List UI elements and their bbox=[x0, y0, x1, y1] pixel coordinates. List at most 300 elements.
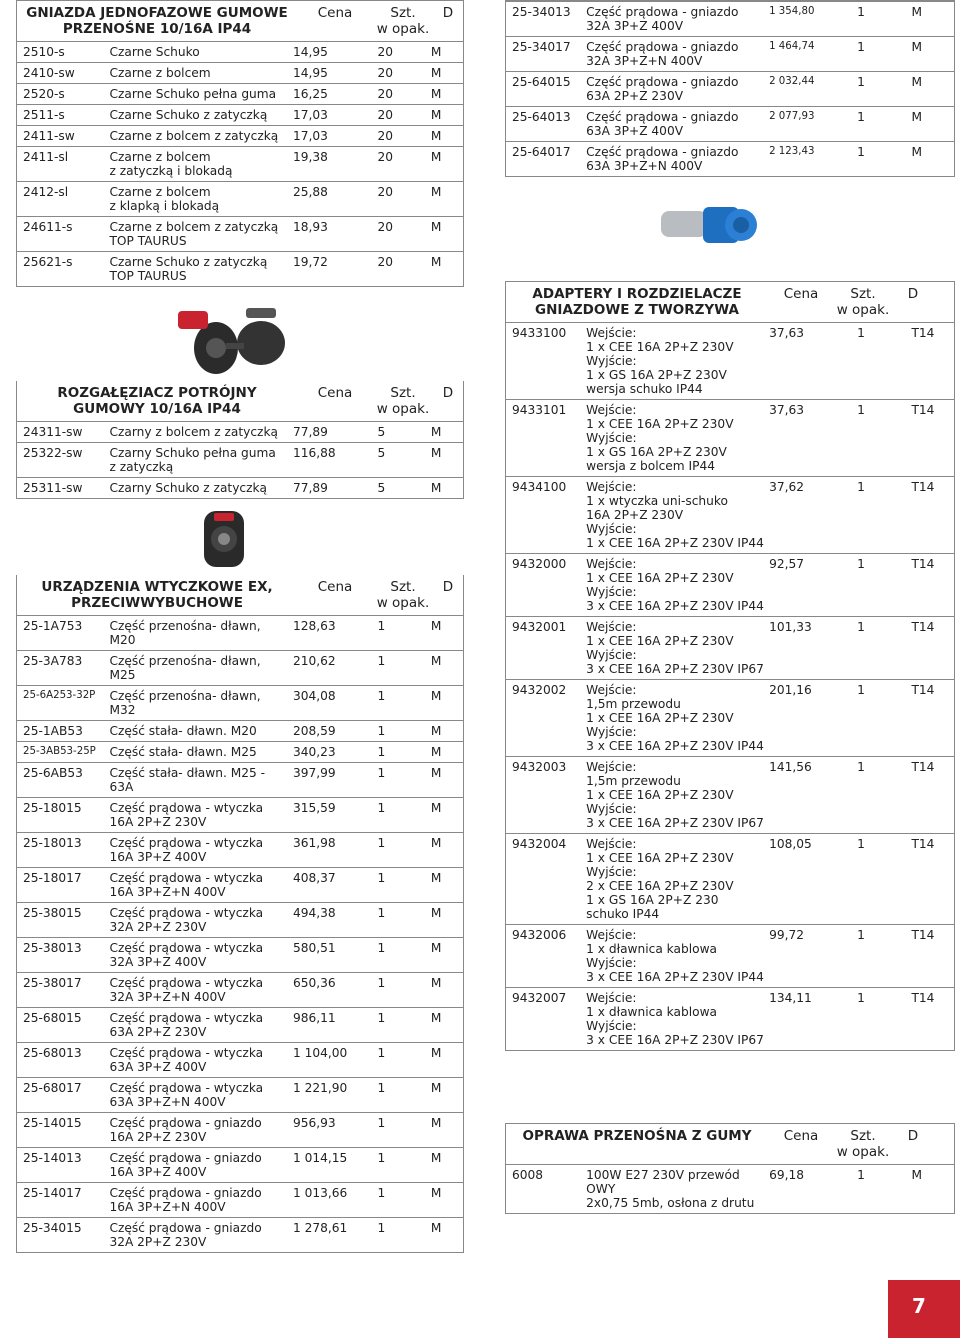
product-availability: M bbox=[430, 619, 442, 633]
product-qty: 5 bbox=[377, 446, 386, 460]
product-price: 25,88 bbox=[292, 185, 328, 199]
product-code: 9432007 bbox=[512, 991, 567, 1005]
product-description: Czarne z bolcem bbox=[109, 66, 211, 80]
table-row bbox=[17, 1042, 463, 1077]
product-description: Część prądowa - wtyczka 32A 2P+Z 230V bbox=[109, 906, 264, 934]
product-price: 1 464,74 bbox=[769, 41, 815, 52]
table-gniazdo-cont bbox=[505, 0, 955, 177]
product-code: 24611-s bbox=[23, 220, 73, 234]
product-availability: T14 bbox=[911, 480, 935, 494]
table-row bbox=[17, 1007, 463, 1042]
product-availability: M bbox=[430, 941, 442, 955]
product-description: Część stała- dławn. M25 bbox=[109, 745, 257, 759]
header-price: Cena bbox=[783, 1128, 819, 1144]
table-row bbox=[17, 650, 463, 685]
product-price: 92,57 bbox=[769, 557, 804, 571]
product-availability: M bbox=[430, 836, 442, 850]
product-qty: 1 bbox=[857, 760, 865, 774]
product-qty: 1 bbox=[377, 724, 386, 738]
product-code: 2510-s bbox=[23, 45, 65, 59]
table-row bbox=[506, 553, 954, 616]
product-code: 24311-sw bbox=[23, 425, 83, 439]
product-availability: T14 bbox=[911, 403, 935, 417]
product-availability: M bbox=[430, 87, 442, 101]
table-body bbox=[17, 41, 463, 286]
product-availability: T14 bbox=[911, 760, 935, 774]
product-price: 37,62 bbox=[769, 480, 804, 494]
right-column bbox=[505, 0, 955, 1214]
product-description: Czarne z bolcem z zatyczką TOP TAURUS bbox=[109, 220, 279, 248]
product-qty: 1 bbox=[857, 403, 865, 417]
header-price: Cena bbox=[317, 5, 353, 21]
product-availability: M bbox=[430, 1046, 442, 1060]
product-description: Część prądowa - gniazdo 63A 2P+Z 230V bbox=[586, 75, 739, 103]
product-availability: M bbox=[430, 871, 442, 885]
product-qty: 1 bbox=[377, 941, 386, 955]
table-header bbox=[17, 1, 463, 41]
product-image-area bbox=[16, 499, 464, 575]
product-price: 1 014,15 bbox=[292, 1151, 348, 1165]
table-adaptery bbox=[505, 281, 955, 1051]
section-title: OPRAWA PRZENOŚNA Z GUMY bbox=[522, 1128, 752, 1144]
product-code: 25-6AB53 bbox=[23, 766, 83, 780]
product-qty: 20 bbox=[377, 45, 393, 59]
table-header bbox=[17, 575, 463, 615]
product-availability: T14 bbox=[911, 683, 935, 697]
product-qty: 20 bbox=[377, 66, 393, 80]
table-row bbox=[506, 833, 954, 924]
table-row bbox=[17, 1182, 463, 1217]
header-d: D bbox=[442, 5, 454, 21]
table-row bbox=[17, 797, 463, 832]
product-price: 201,16 bbox=[769, 683, 812, 697]
product-qty: 1 bbox=[857, 40, 865, 54]
product-price: 17,03 bbox=[292, 108, 328, 122]
product-availability: M bbox=[430, 481, 442, 495]
product-availability: M bbox=[430, 1116, 442, 1130]
product-description: 100W E27 230V przewód OWY 2x0,75 5mb, osłona z drutu bbox=[586, 1168, 755, 1210]
product-availability: M bbox=[911, 110, 922, 124]
header-price: Cena bbox=[317, 385, 353, 401]
header-d: D bbox=[907, 286, 919, 302]
product-description: Czarne Schuko z zatyczką bbox=[109, 108, 268, 122]
product-price: 128,63 bbox=[292, 619, 336, 633]
table-row bbox=[17, 741, 463, 762]
product-code: 25-1AB53 bbox=[23, 724, 83, 738]
socket-image bbox=[166, 303, 316, 383]
product-description: Część prądowa - gniazdo 16A 2P+Z 230V bbox=[109, 1116, 262, 1144]
product-description: Część przenośna- dławn, M32 bbox=[109, 689, 261, 717]
table-gniazda bbox=[16, 0, 464, 287]
product-code: 25-68017 bbox=[23, 1081, 82, 1095]
product-code: 9432006 bbox=[512, 928, 567, 942]
product-description: Część prądowa - wtyczka 16A 3P+Z+N 400V bbox=[109, 871, 264, 899]
table-row bbox=[17, 720, 463, 741]
table-row bbox=[17, 762, 463, 797]
product-price: 99,72 bbox=[769, 928, 804, 942]
product-qty: 1 bbox=[857, 991, 865, 1005]
product-availability: M bbox=[430, 766, 442, 780]
product-availability: M bbox=[911, 40, 922, 54]
product-price: 2 032,44 bbox=[769, 76, 815, 87]
table-header bbox=[506, 282, 954, 322]
table-row bbox=[17, 62, 463, 83]
product-description: Czarne z bolcem z zatyczką bbox=[109, 129, 279, 143]
table-body bbox=[17, 615, 463, 1252]
product-code: 25-34015 bbox=[23, 1221, 82, 1235]
product-price: 141,56 bbox=[769, 760, 812, 774]
product-qty: 1 bbox=[377, 1081, 386, 1095]
product-availability: M bbox=[430, 45, 442, 59]
table-row bbox=[17, 421, 463, 442]
left-column bbox=[16, 0, 464, 1253]
product-description: Część prądowa - wtyczka 16A 3P+Z 400V bbox=[109, 836, 264, 864]
product-description: Część stała- dławn. M20 bbox=[109, 724, 257, 738]
product-qty: 1 bbox=[377, 976, 386, 990]
table-row bbox=[506, 756, 954, 833]
product-price: 304,08 bbox=[292, 689, 336, 703]
product-code: 25-38015 bbox=[23, 906, 82, 920]
product-price: 2 077,93 bbox=[769, 111, 815, 122]
table-row bbox=[17, 1217, 463, 1252]
product-availability: T14 bbox=[911, 620, 935, 634]
product-description: Wejście: 1 x CEE 16A 2P+Z 230V Wyjście: 3 x CEE 16A 2P+Z 230V IP44 bbox=[586, 557, 764, 613]
product-code: 9433100 bbox=[512, 326, 567, 340]
table-row bbox=[17, 251, 463, 286]
table-row bbox=[17, 125, 463, 146]
product-qty: 1 bbox=[857, 557, 865, 571]
product-price: 18,93 bbox=[292, 220, 328, 234]
product-description: Część prądowa - wtyczka 63A 3P+Z+N 400V bbox=[109, 1081, 264, 1109]
table-row bbox=[17, 1112, 463, 1147]
section-title: URZĄDZENIA WTYCZKOWE EX, PRZECIWWYBUCHOWE bbox=[41, 579, 273, 611]
cee-plug-image bbox=[655, 191, 765, 261]
product-code: 25-18015 bbox=[23, 801, 82, 815]
product-price: 77,89 bbox=[292, 425, 328, 439]
product-description: Część przenośna- dławn, M20 bbox=[109, 619, 261, 647]
table-rozgaleziacz bbox=[16, 381, 464, 499]
product-description: Wejście: 1,5m przewodu 1 x CEE 16A 2P+Z 230V Wyjście: 3 x CEE 16A 2P+Z 230V IP44 bbox=[586, 683, 764, 753]
product-qty: 1 bbox=[857, 145, 865, 159]
table-row bbox=[17, 1077, 463, 1112]
product-price: 1 354,80 bbox=[769, 6, 815, 17]
product-qty: 1 bbox=[857, 1168, 865, 1182]
product-price: 37,63 bbox=[769, 403, 804, 417]
product-availability: M bbox=[430, 255, 442, 269]
product-description: Czarne z bolcem z klapką i blokadą bbox=[109, 185, 220, 213]
product-availability: M bbox=[430, 129, 442, 143]
product-price: 108,05 bbox=[769, 837, 812, 851]
table-row bbox=[17, 104, 463, 125]
product-price: 101,33 bbox=[769, 620, 812, 634]
product-description: Czarny Schuko pełna guma z zatyczką bbox=[109, 446, 276, 474]
product-price: 17,03 bbox=[292, 129, 328, 143]
product-price: 397,99 bbox=[292, 766, 336, 780]
product-availability: M bbox=[430, 1011, 442, 1025]
table-header bbox=[506, 1124, 954, 1164]
table-row bbox=[17, 832, 463, 867]
product-code: 25-64015 bbox=[512, 75, 571, 89]
product-code: 25-18013 bbox=[23, 836, 82, 850]
product-availability: M bbox=[430, 150, 442, 164]
product-price: 16,25 bbox=[292, 87, 328, 101]
product-availability: M bbox=[911, 145, 922, 159]
product-qty: 1 bbox=[857, 928, 865, 942]
product-qty: 1 bbox=[377, 801, 386, 815]
product-code: 9432001 bbox=[512, 620, 567, 634]
product-qty: 20 bbox=[377, 87, 393, 101]
product-image-area bbox=[16, 287, 464, 381]
header-price: Cena bbox=[783, 286, 819, 302]
header-qty: Szt. w opak. bbox=[376, 385, 430, 417]
product-qty: 20 bbox=[377, 129, 393, 143]
product-availability: M bbox=[430, 724, 442, 738]
product-code: 2410-sw bbox=[23, 66, 75, 80]
product-price: 315,59 bbox=[292, 801, 336, 815]
product-price: 37,63 bbox=[769, 326, 804, 340]
product-availability: M bbox=[430, 801, 442, 815]
product-availability: M bbox=[911, 75, 922, 89]
table-row bbox=[17, 1147, 463, 1182]
header-price: Cena bbox=[317, 579, 353, 595]
table-row bbox=[506, 476, 954, 553]
product-price: 1 013,66 bbox=[292, 1186, 348, 1200]
product-availability: T14 bbox=[911, 928, 935, 942]
product-availability: M bbox=[430, 446, 442, 460]
product-price: 14,95 bbox=[292, 45, 328, 59]
product-code: 9432002 bbox=[512, 683, 567, 697]
product-code: 25-34017 bbox=[512, 40, 571, 54]
product-price: 69,18 bbox=[769, 1168, 804, 1182]
table-urzadzenia bbox=[16, 575, 464, 1253]
product-qty: 1 bbox=[377, 1151, 386, 1165]
product-description: Wejście: 1 x CEE 16A 2P+Z 230V Wyjście: 1 x GS 16A 2P+Z 230V wersja schuko IP44 bbox=[586, 326, 734, 396]
product-code: 25-6A253-32P bbox=[23, 690, 96, 701]
product-price: 1 278,61 bbox=[292, 1221, 348, 1235]
product-availability: M bbox=[430, 1221, 442, 1235]
product-description: Część prądowa - wtyczka 63A 3P+Z 400V bbox=[109, 1046, 264, 1074]
product-availability: M bbox=[430, 185, 442, 199]
product-qty: 1 bbox=[857, 326, 865, 340]
product-qty: 1 bbox=[857, 75, 865, 89]
product-code: 25-18017 bbox=[23, 871, 82, 885]
product-availability: M bbox=[430, 425, 442, 439]
table-row bbox=[17, 685, 463, 720]
header-d: D bbox=[442, 385, 454, 401]
product-availability: M bbox=[911, 1168, 922, 1182]
page-number-box bbox=[888, 1280, 960, 1338]
product-qty: 1 bbox=[377, 1011, 386, 1025]
product-qty: 1 bbox=[857, 110, 865, 124]
table-row bbox=[17, 937, 463, 972]
product-code: 9432004 bbox=[512, 837, 567, 851]
product-code: 25-68013 bbox=[23, 1046, 82, 1060]
product-description: Czarne Schuko bbox=[109, 45, 200, 59]
section-title: ROZGAŁĘZIACZ POTRÓJNY GUMOWY 10/16A IP44 bbox=[57, 385, 257, 417]
product-qty: 1 bbox=[857, 5, 865, 19]
product-availability: T14 bbox=[911, 326, 935, 340]
table-row bbox=[506, 399, 954, 476]
product-code: 2511-s bbox=[23, 108, 65, 122]
product-price: 19,72 bbox=[292, 255, 328, 269]
product-qty: 1 bbox=[377, 1046, 386, 1060]
product-availability: M bbox=[911, 5, 922, 19]
product-qty: 1 bbox=[377, 745, 386, 759]
table-oprawa bbox=[505, 1123, 955, 1214]
product-qty: 1 bbox=[377, 871, 386, 885]
product-code: 25-1A753 bbox=[23, 619, 83, 633]
product-description: Wejście: 1 x dławnica kablowa Wyjście: 3 x CEE 16A 2P+Z 230V IP67 bbox=[586, 991, 764, 1047]
product-qty: 1 bbox=[377, 654, 386, 668]
product-image-area bbox=[505, 177, 955, 281]
table-body bbox=[506, 1, 954, 176]
product-code: 25-14015 bbox=[23, 1116, 82, 1130]
product-code: 25322-sw bbox=[23, 446, 83, 460]
product-availability: M bbox=[430, 976, 442, 990]
table-row bbox=[17, 902, 463, 937]
product-description: Wejście: 1 x wtyczka uni-schuko 16A 2P+Z 230V Wyjście: 1 x CEE 16A 2P+Z 230V IP44 bbox=[586, 480, 764, 550]
table-row bbox=[506, 322, 954, 399]
product-qty: 1 bbox=[377, 689, 386, 703]
product-code: 25621-s bbox=[23, 255, 73, 269]
table-row bbox=[17, 867, 463, 902]
product-qty: 1 bbox=[377, 1116, 386, 1130]
product-description: Część prądowa - wtyczka 32A 3P+Z+N 400V bbox=[109, 976, 264, 1004]
product-qty: 1 bbox=[857, 683, 865, 697]
table-row bbox=[17, 442, 463, 477]
product-availability: M bbox=[430, 745, 442, 759]
product-qty: 1 bbox=[377, 836, 386, 850]
product-description: Część przenośna- dławn, M25 bbox=[109, 654, 261, 682]
product-description: Część prądowa - wtyczka 63A 2P+Z 230V bbox=[109, 1011, 264, 1039]
product-code: 9432003 bbox=[512, 760, 567, 774]
table-row bbox=[506, 987, 954, 1050]
product-description: Czarne Schuko pełna guma bbox=[109, 87, 277, 101]
product-availability: M bbox=[430, 108, 442, 122]
product-qty: 20 bbox=[377, 108, 393, 122]
product-price: 116,88 bbox=[292, 446, 336, 460]
product-description: Część prądowa - gniazdo 32A 3P+Z+N 400V bbox=[586, 40, 739, 68]
table-header bbox=[17, 381, 463, 421]
product-code: 25-38017 bbox=[23, 976, 82, 990]
table-row bbox=[17, 477, 463, 498]
table-row bbox=[17, 972, 463, 1007]
triple-socket-image bbox=[196, 507, 256, 573]
product-description: Wejście: 1 x CEE 16A 2P+Z 230V Wyjście: 1 x GS 16A 2P+Z 230V wersja z bolcem IP44 bbox=[586, 403, 734, 473]
product-price: 2 123,43 bbox=[769, 146, 815, 157]
table-row bbox=[17, 615, 463, 650]
product-code: 2411-sw bbox=[23, 129, 75, 143]
product-price: 956,93 bbox=[292, 1116, 336, 1130]
table-row bbox=[17, 41, 463, 62]
product-price: 580,51 bbox=[292, 941, 336, 955]
product-price: 210,62 bbox=[292, 654, 336, 668]
product-price: 986,11 bbox=[292, 1011, 336, 1025]
product-qty: 5 bbox=[377, 481, 386, 495]
product-qty: 1 bbox=[857, 837, 865, 851]
product-description: Część stała- dławn. M25 - 63A bbox=[109, 766, 265, 794]
product-price: 494,38 bbox=[292, 906, 336, 920]
product-description: Część prądowa - wtyczka 16A 2P+Z 230V bbox=[109, 801, 264, 829]
table-row bbox=[506, 679, 954, 756]
product-description: Wejście: 1 x CEE 16A 2P+Z 230V Wyjście: 3 x CEE 16A 2P+Z 230V IP67 bbox=[586, 620, 764, 676]
product-description: Czarne z bolcem z zatyczką i blokadą bbox=[109, 150, 233, 178]
product-description: Część prądowa - gniazdo 32A 2P+Z 230V bbox=[109, 1221, 262, 1249]
product-code: 9434100 bbox=[512, 480, 567, 494]
product-availability: M bbox=[430, 689, 442, 703]
table-row bbox=[506, 36, 954, 71]
product-code: 25-14013 bbox=[23, 1151, 82, 1165]
table-body bbox=[506, 1164, 954, 1213]
product-price: 340,23 bbox=[292, 745, 336, 759]
product-price: 208,59 bbox=[292, 724, 336, 738]
product-availability: T14 bbox=[911, 991, 935, 1005]
product-price: 19,38 bbox=[292, 150, 328, 164]
product-code: 2411-sl bbox=[23, 150, 69, 164]
product-code: 25311-sw bbox=[23, 481, 83, 495]
product-code: 9432000 bbox=[512, 557, 567, 571]
header-qty: Szt. w opak. bbox=[836, 1128, 890, 1160]
header-qty: Szt. w opak. bbox=[376, 579, 430, 611]
section-title: ADAPTERY I ROZDZIELACZE GNIAZDOWE Z TWORZYWA bbox=[532, 286, 742, 318]
table-row bbox=[17, 216, 463, 251]
table-row bbox=[506, 71, 954, 106]
header-qty: Szt. w opak. bbox=[836, 286, 890, 318]
header-d: D bbox=[907, 1128, 919, 1144]
product-description: Wejście: 1 x dławnica kablowa Wyjście: 3 x CEE 16A 2P+Z 230V IP44 bbox=[586, 928, 764, 984]
product-qty: 1 bbox=[377, 1186, 386, 1200]
header-qty: Szt. w opak. bbox=[376, 5, 430, 37]
product-code: 25-38013 bbox=[23, 941, 82, 955]
product-description: Czarny Schuko z zatyczką bbox=[109, 481, 268, 495]
product-qty: 1 bbox=[377, 1221, 386, 1235]
product-description: Część prądowa - gniazdo 63A 3P+Z 400V bbox=[586, 110, 739, 138]
product-price: 408,37 bbox=[292, 871, 336, 885]
product-description: Część prądowa - gniazdo 63A 3P+Z+N 400V bbox=[586, 145, 739, 173]
product-description: Wejście: 1,5m przewodu 1 x CEE 16A 2P+Z 230V Wyjście: 3 x CEE 16A 2P+Z 230V IP67 bbox=[586, 760, 764, 830]
product-code: 25-68015 bbox=[23, 1011, 82, 1025]
product-qty: 1 bbox=[857, 480, 865, 494]
page-number: 7 bbox=[912, 1294, 926, 1318]
product-description: Wejście: 1 x CEE 16A 2P+Z 230V Wyjście: 2 x CEE 16A 2P+Z 230V 1 x GS 16A 2P+Z 230 schuko IP44 bbox=[586, 837, 734, 921]
product-price: 134,11 bbox=[769, 991, 812, 1005]
product-qty: 5 bbox=[377, 425, 386, 439]
product-qty: 20 bbox=[377, 150, 393, 164]
product-availability: M bbox=[430, 220, 442, 234]
product-qty: 1 bbox=[377, 619, 386, 633]
product-description: Część prądowa - gniazdo 16A 3P+Z+N 400V bbox=[109, 1186, 262, 1214]
product-price: 361,98 bbox=[292, 836, 336, 850]
product-price: 1 104,00 bbox=[292, 1046, 348, 1060]
product-availability: T14 bbox=[911, 837, 935, 851]
table-row bbox=[506, 616, 954, 679]
product-price: 77,89 bbox=[292, 481, 328, 495]
table-row bbox=[17, 83, 463, 104]
product-code: 25-34013 bbox=[512, 5, 571, 19]
product-availability: M bbox=[430, 1186, 442, 1200]
product-code: 6008 bbox=[512, 1168, 544, 1182]
product-price: 1 221,90 bbox=[292, 1081, 348, 1095]
section-title: GNIAZDA JEDNOFAZOWE GUMOWE PRZENOŚNE 10/16A IP44 bbox=[26, 5, 288, 37]
product-qty: 1 bbox=[377, 906, 386, 920]
product-qty: 20 bbox=[377, 220, 393, 234]
product-availability: M bbox=[430, 66, 442, 80]
table-row bbox=[506, 1, 954, 36]
table-row bbox=[506, 106, 954, 141]
product-price: 650,36 bbox=[292, 976, 336, 990]
table-row bbox=[506, 141, 954, 176]
product-code: 2520-s bbox=[23, 87, 65, 101]
